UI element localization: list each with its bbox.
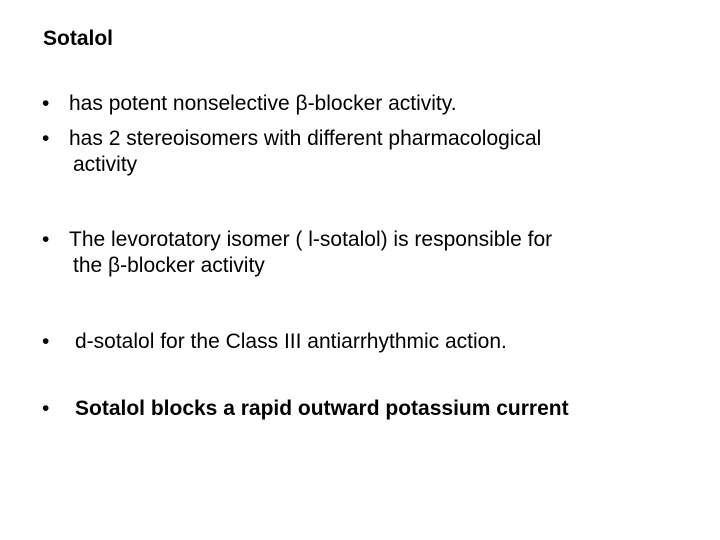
bullet-item-4 [42, 329, 507, 355]
bullet-dot: • [42, 330, 50, 353]
bullet-text-continuation: the β-blocker activity [73, 254, 265, 277]
bullet-item-5 [42, 396, 569, 422]
bullet-dot: • [42, 92, 50, 115]
slide-title: Sotalol [43, 27, 114, 50]
bullet-text: has potent nonselective β-blocker activity. [69, 92, 457, 115]
bullet-text-part: antiarrhythmic action. [301, 330, 507, 353]
bullet-item-2 [42, 126, 541, 178]
bullet-text-bold: Sotalol blocks a rapid outward potassium current [75, 397, 569, 420]
bullet-text-continuation: activity [73, 153, 138, 176]
bullet-item-1 [42, 91, 457, 117]
bullet-dot: • [42, 127, 50, 150]
bullet-text: The levorotatory isomer ( l-sotalol) is responsible for [69, 228, 553, 251]
bullet-dot: • [42, 228, 50, 251]
bullet-text: has 2 stereoisomers with different pharmacological [69, 127, 542, 150]
bullet-dot: • [42, 397, 50, 420]
bullet-item-3 [42, 227, 552, 279]
bullet-text-part: III [283, 330, 302, 353]
bullet-text-part: d-sotalol for the Class [75, 330, 284, 353]
bullet-text [75, 330, 507, 353]
